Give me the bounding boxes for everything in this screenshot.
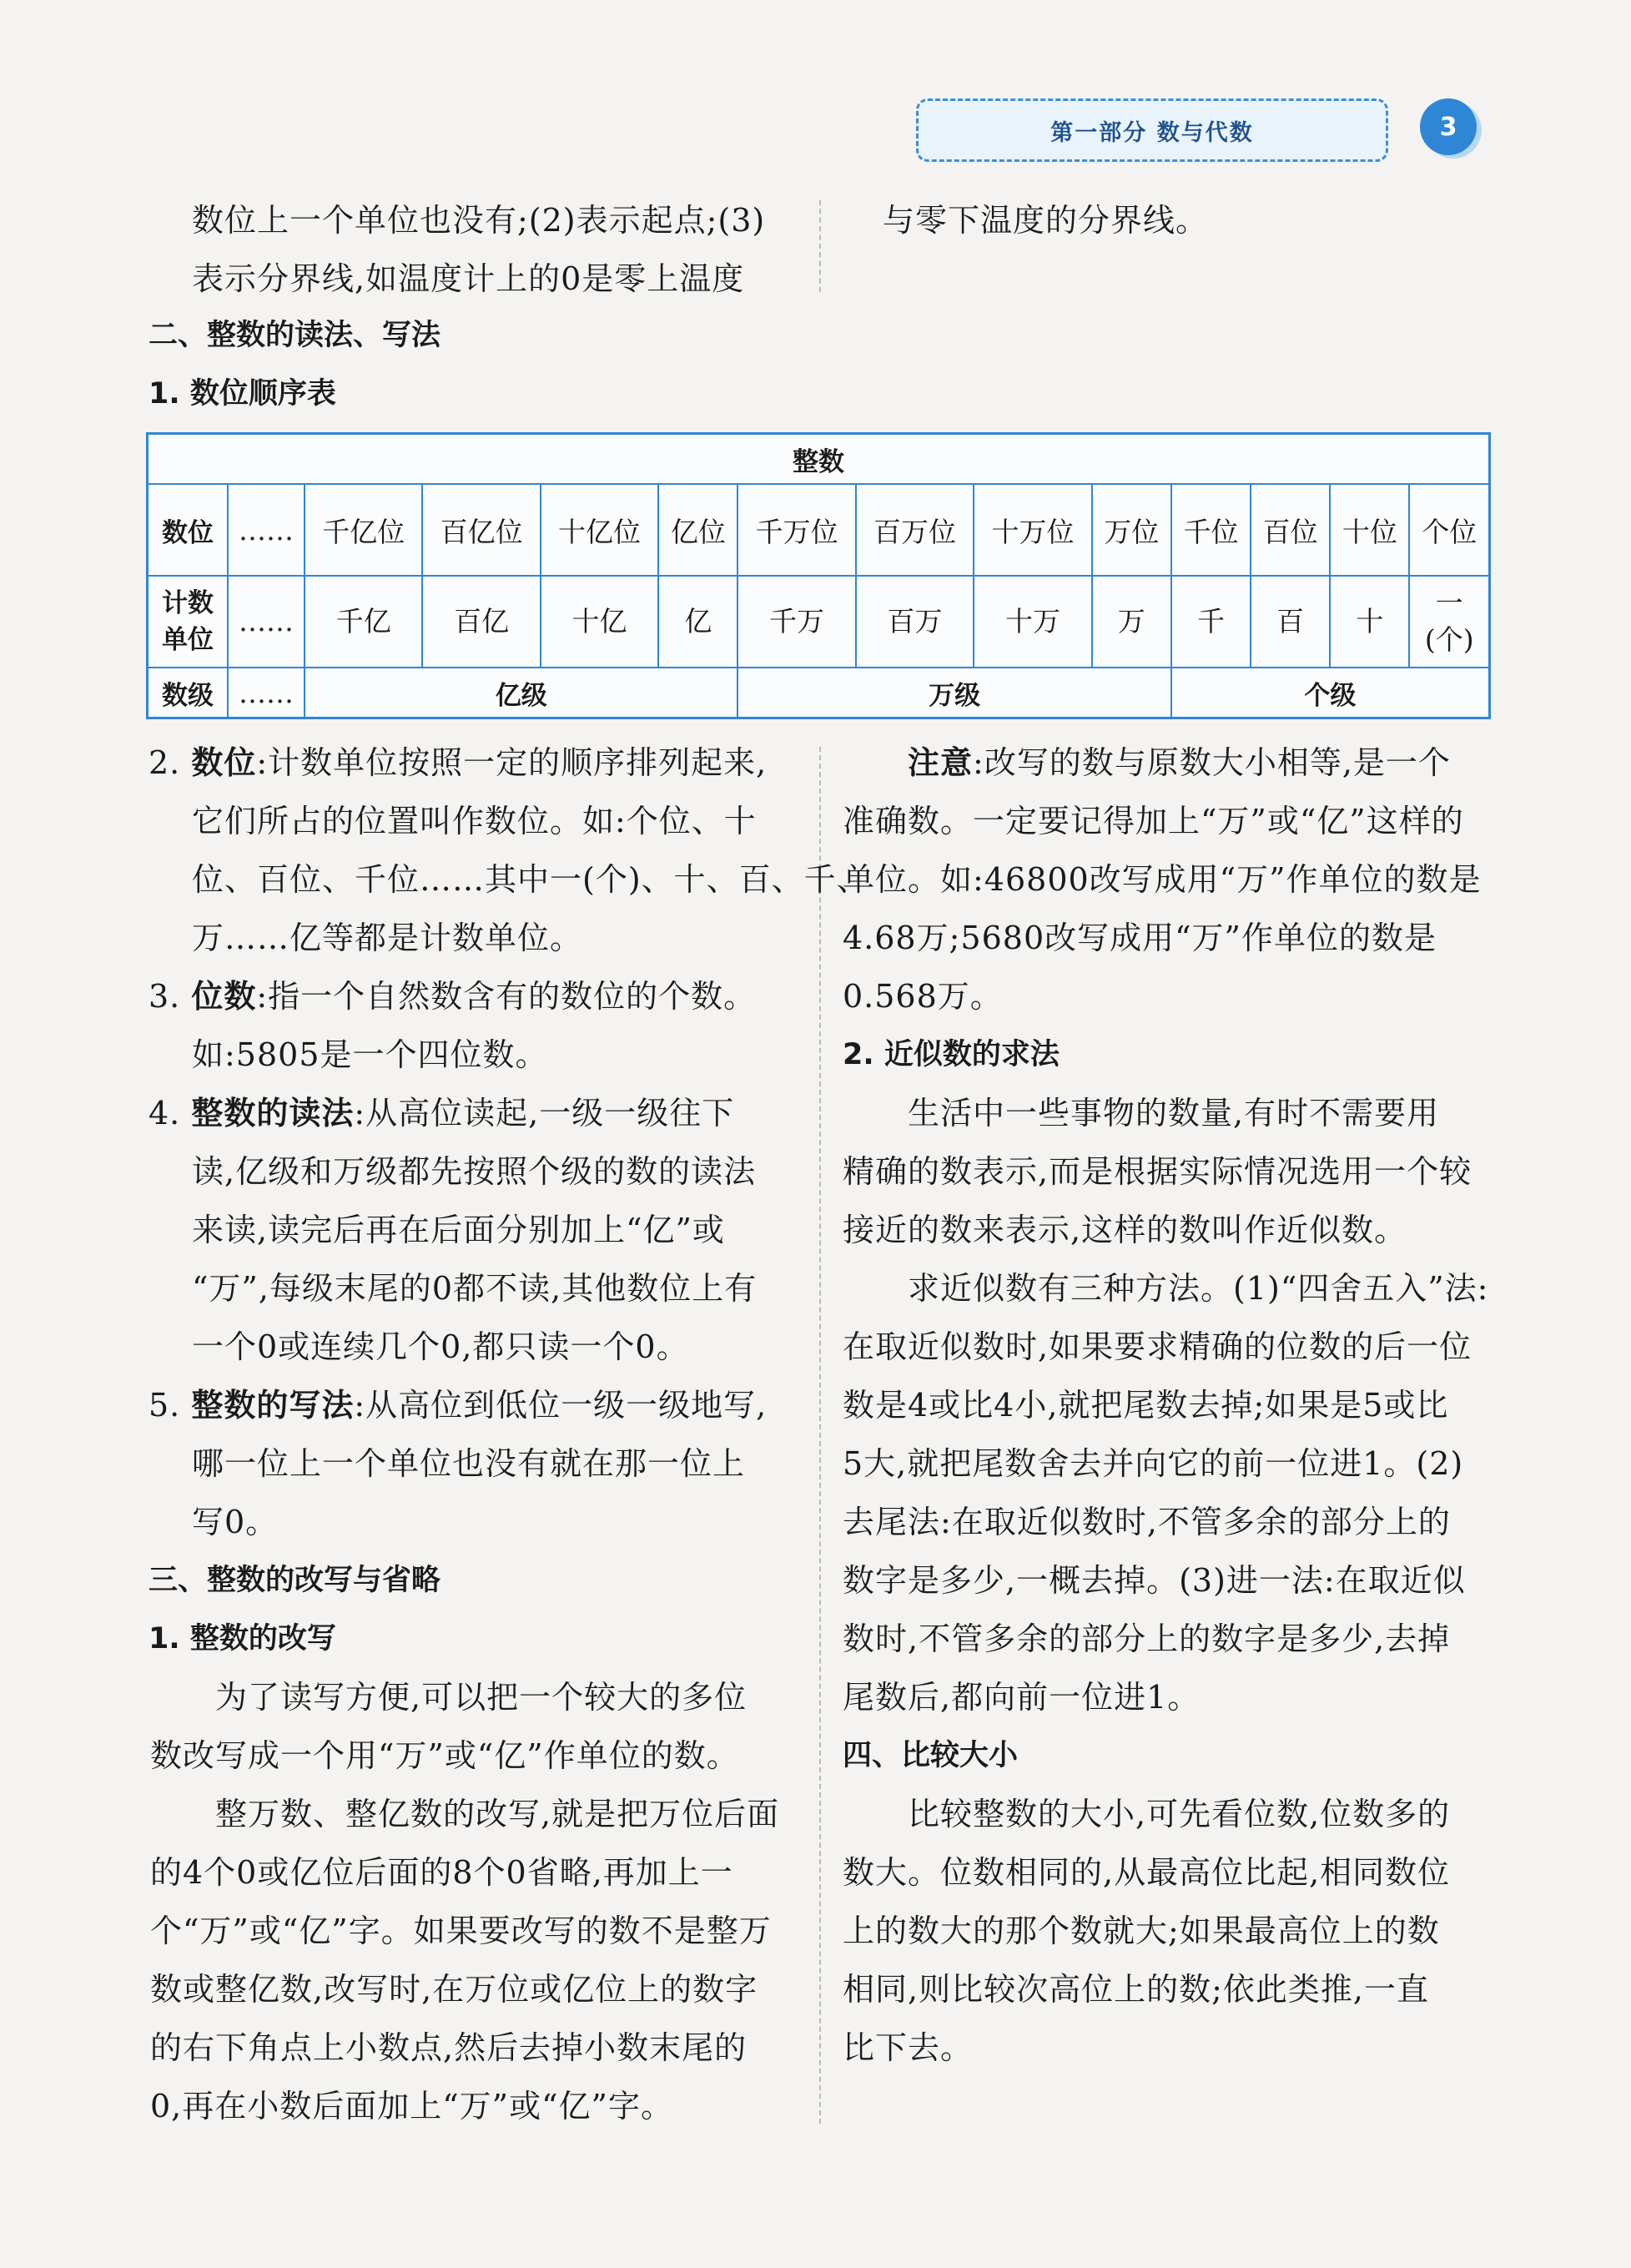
table-cell: …… [228,484,305,576]
text-line: “万”,每级末尾的0都不读,其他数位上有 [192,1270,758,1307]
level-cell: 万级 [737,668,1170,718]
text-line: :指一个自然数含有的数位的个数。 [256,978,757,1015]
table-cell: 十亿 [541,576,658,668]
text-line: :改写的数与原数大小相等,是一个 [973,744,1451,781]
row-label-line: 单位 [162,625,214,655]
text-line: 为了读写方便,可以把一个较大的多位 [215,1679,748,1716]
table-cell: 千 [1171,576,1251,668]
text-line: 读,亿级和万级都先按照个级的数的读法 [192,1153,757,1190]
text-line: 接近的数来表示,这样的数叫作近似数。 [843,1212,1407,1248]
subsection-heading: 2. 近似数的求法 [843,1038,1060,1071]
item-number: 3. [149,978,181,1015]
table-cell: 十亿位 [541,484,658,576]
table-header: 整数 [148,434,1490,485]
table-cell: 千万位 [737,484,855,576]
text-line: 万……亿等都是计数单位。 [192,920,583,956]
text-line: 去尾法:在取近似数时,不管多余的部分上的 [843,1504,1451,1540]
table-cell: …… [228,576,305,668]
item-label: 数位 [191,744,257,781]
table-cell: 亿位 [658,484,737,576]
column-divider [819,200,821,292]
text-line: 数位上一个单位也没有;(2)表示起点;(3) [192,202,766,239]
section-heading: 三、整数的改写与省略 [149,1564,441,1597]
table-cell: 十万 [974,576,1091,668]
text-line: 比较整数的大小,可先看位数,位数多的 [908,1796,1451,1832]
item-number: 2. [149,744,181,781]
table-cell: 千位 [1171,484,1251,576]
subsection-heading: 1. 整数的改写 [149,1622,336,1656]
text-line: 精确的数表示,而是根据实际情况选用一个较 [843,1153,1472,1190]
text-line: 如:5805是一个四位数。 [192,1036,548,1073]
row-label: 数位 [148,484,229,576]
text-line: 比下去。 [843,2029,974,2066]
text-line: 尾数后,都向前一位进1。 [843,1679,1201,1716]
text-line: 与零下温度的分界线。 [883,202,1209,239]
note-label: 注意 [908,744,974,781]
text-line: 数改写成一个用“万”或“亿”作单位的数。 [150,1737,739,1774]
row-label: 数级 [148,668,229,718]
item-number: 5. [149,1387,181,1424]
text-line: 位、百位、千位……其中一(个)、十、百、千、 [192,861,869,898]
list-item [149,734,767,793]
section-heading: 二、整数的读法、写法 [149,319,441,352]
text-line: 准确数。一定要记得加上“万”或“亿”这样的 [843,803,1464,839]
text-line: 表示分界线,如温度计上的0是零上温度 [192,260,745,297]
text-line: 生活中一些事物的数量,有时不需要用 [908,1095,1440,1131]
level-cell: 个级 [1171,668,1490,718]
table-cell: 百万 [856,576,974,668]
section-heading: 四、比较大小 [843,1739,1019,1772]
text-line: 一个0或连续几个0,都只读一个0。 [192,1328,689,1365]
text-line: 的右下角点上小数点,然后去掉小数末尾的 [150,2029,748,2066]
text-line: 哪一位上一个单位也没有就在那一位上 [192,1445,746,1482]
section-header: 第一部分 数与代数 [916,98,1388,162]
table-cell: 千万 [737,576,855,668]
text-line: 它们所占的位置叫作数位。如:个位、十 [192,803,757,839]
text-line: 单位。如:46800改写成用“万”作单位的数是 [843,861,1482,898]
text-line: :从高位读起,一级一级往下 [354,1095,735,1131]
text-line: 数或整亿数,改写时,在万位或亿位上的数字 [150,1971,758,2008]
table-cell: 千亿位 [305,484,422,576]
table-cell: 百亿位 [422,484,540,576]
text-line: 整万数、整亿数的改写,就是把万位后面 [215,1796,780,1832]
text-line: 数字是多少,一概去掉。(3)进一法:在取近似 [843,1562,1466,1599]
item-label: 整数的写法 [191,1387,355,1424]
text-line: 数是4或比4小,就把尾数去掉;如果是5或比 [843,1387,1449,1424]
table-cell: 十位 [1330,484,1409,576]
table-cell: 亿 [658,576,737,668]
text-line: :计数单位按照一定的顺序排列起来, [256,744,768,781]
table-cell: 万位 [1092,484,1171,576]
page-number: 3 [1420,98,1477,155]
table-cell: 万 [1092,576,1171,668]
table-cell: 十万位 [974,484,1091,576]
text-line: :从高位到低位一级一级地写, [354,1387,768,1424]
subsection-heading: 1. 数位顺序表 [149,377,336,411]
item-number: 4. [149,1095,181,1131]
text-line: 在取近似数时,如果要求精确的位数的后一位 [843,1328,1472,1365]
column-divider [819,747,821,2124]
note-line [908,734,1451,793]
item-label: 位数 [191,978,257,1015]
text-line: 数大。位数相同的,从最高位比起,相同数位 [843,1854,1451,1891]
list-item [149,1377,767,1435]
item-label: 整数的读法 [191,1095,355,1131]
table-cell: 百亿 [422,576,540,668]
level-cell: 亿级 [305,668,737,718]
row-label-line: 计数 [162,588,214,618]
table-cell [1409,576,1489,668]
list-item [149,1085,734,1143]
table-cell: 十 [1330,576,1409,668]
table-cell: 千亿 [305,576,422,668]
text-line: 个“万”或“亿”字。如果要改写的数不是整万 [150,1913,772,1949]
text-line: 的4个0或亿位后面的8个0省略,再加上一 [150,1854,733,1891]
text-line: 上的数大的那个数就大;如果最高位上的数 [843,1913,1440,1949]
text-line: 写0。 [192,1504,279,1540]
cell-line: (个) [1424,623,1474,656]
text-line: 求近似数有三种方法。(1)“四舍五入”法: [908,1270,1489,1307]
place-value-table [146,432,1491,719]
text-line: 0,再在小数后面加上“万”或“亿”字。 [150,2088,673,2124]
text-line: 数时,不管多余的部分上的数字是多少,去掉 [843,1620,1451,1657]
text-line: 0.568万。 [843,978,1003,1015]
table-cell: …… [228,668,305,718]
table-cell: 百位 [1251,484,1330,576]
text-line: 相同,则比较次高位上的数;依此类推,一直 [843,1971,1429,2008]
text-line: 5大,就把尾数舍去并向它的前一位进1。(2) [843,1445,1464,1482]
text-line: 来读,读完后再在后面分别加上“亿”或 [192,1212,725,1248]
table-cell: 个位 [1409,484,1489,576]
list-item [149,968,756,1026]
table-cell: 百 [1251,576,1330,668]
table-cell: 百万位 [856,484,974,576]
cell-line: 一 [1435,587,1463,619]
row-label [148,576,229,668]
text-line: 4.68万;5680改写成用“万”作单位的数是 [843,920,1437,956]
